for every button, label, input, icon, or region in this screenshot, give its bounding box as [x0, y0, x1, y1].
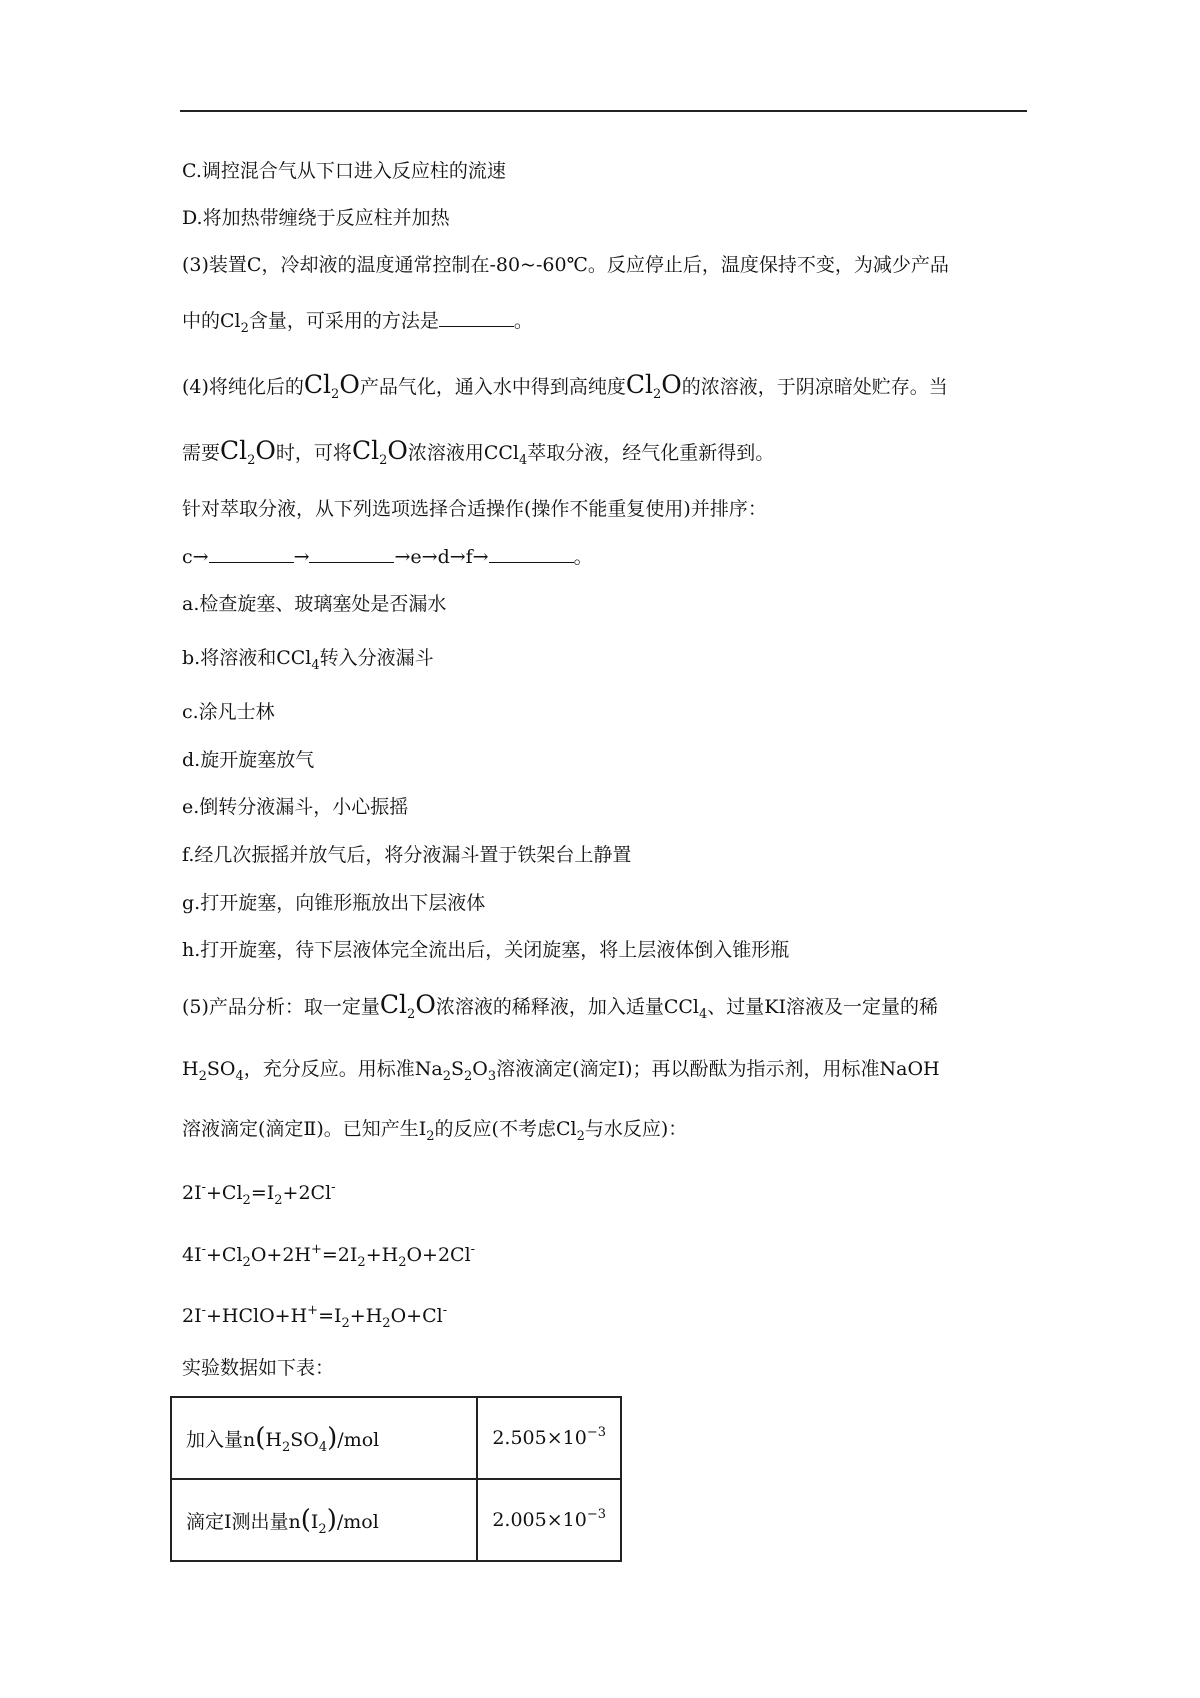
table-intro: 实验数据如下表：: [182, 1357, 335, 1379]
answer-blank[interactable]: [489, 546, 574, 563]
header-rule: [180, 110, 1027, 112]
question-5-line-3: 溶液滴定(滴定Ⅱ)。已知产生$I_2$的反应(不考虑$Cl_2$与水反应)：: [182, 1118, 688, 1144]
data-table: [170, 1396, 622, 1562]
option-c-line: C.调控混合气从下口进入反应柱的流速: [182, 160, 506, 182]
text-span: 萃取分液，经气化重新得到。: [527, 442, 775, 464]
formula-cl2o: $Cl_2O$: [220, 436, 276, 468]
subscript: 4: [519, 453, 528, 468]
text-span: 时，可将: [275, 442, 352, 464]
formula-cl2o: $Cl_2O$: [625, 370, 682, 402]
answer-blank[interactable]: [309, 546, 394, 563]
equation-1: $2I^-+Cl_2=I_2+2Cl^-$: [182, 1180, 336, 1208]
text-span: 需要: [182, 442, 221, 464]
option-h-line: h.打开旋塞，待下层液体完全流出后，关闭旋塞，将上层液体倒入锥形瓶: [182, 939, 790, 961]
option-f-line: f.经几次振摇并放气后，将分液漏斗置于铁架台上静置: [182, 844, 632, 866]
text-span: 中的Cl: [182, 310, 241, 332]
answer-blank[interactable]: [209, 546, 294, 563]
text-span: 的浓溶液，于阴凉暗处贮存。当: [681, 376, 948, 398]
table-cell-label: 滴定Ⅰ测出量$n(I_2)$/mol: [171, 1479, 477, 1561]
text-span: 。: [513, 310, 533, 332]
option-b-line: b.将溶液和CCl$_4$转入分液漏斗: [182, 647, 434, 673]
option-c-small-line: c.涂凡士林: [182, 701, 275, 723]
question-3-line-2: [182, 308, 533, 334]
question-4-line-2: [182, 438, 774, 466]
formula-cl2o: $Cl_2O$: [351, 436, 408, 468]
question-5-line-1: (5)产品分析：取一定量$Cl_2O$浓溶液的稀释液，加入适量CCl$_4$、过量KI溶液及一定量的稀: [182, 990, 938, 1022]
option-a-line: a.检查旋塞、玻璃塞处是否漏水: [182, 593, 447, 615]
formula-cl2o: $Cl_2O$: [379, 990, 436, 1022]
text-span: 产品气化，通入水中得到高纯度: [359, 376, 626, 398]
equation-2: $4I^-+Cl_2O+2H^+=2I_2+H_2O+2Cl^-$: [182, 1242, 476, 1270]
formula-cl2o: $Cl_2O$: [303, 370, 360, 402]
option-d-small-line: d.旋开旋塞放气: [182, 749, 315, 771]
question-4-instruction: 针对萃取分液，从下列选项选择合适操作(操作不能重复使用)并排序：: [182, 498, 767, 520]
question-5-line-2: $H_2SO_4$，充分反应。用标准$Na_2S_2O_3$溶液滴定(滴定Ⅰ)；再以酚酞为指示剂，用标准NaOH: [182, 1058, 940, 1084]
subscript: 2: [240, 321, 249, 336]
question-3-line-1: (3)装置C，冷却液的温度通常控制在-80~-60℃。反应停止后，温度保持不变，为减少产品: [182, 254, 949, 276]
answer-blank[interactable]: [439, 310, 514, 327]
table-cell-value: $2.005\times 10^{-3}$: [477, 1479, 621, 1561]
text-span: 浓溶液用CCl: [407, 442, 519, 464]
option-d-line: D.将加热带缠绕于反应柱并加热: [182, 207, 450, 229]
text-span: 含量，可采用的方法是: [248, 310, 439, 332]
equation-3: $2I^-+HClO+H^+=I_2+H_2O+Cl^-$: [182, 1303, 448, 1331]
question-4-line-1: [182, 372, 948, 400]
table-row: [171, 1479, 621, 1561]
option-e-line: e.倒转分液漏斗，小心振摇: [182, 796, 409, 818]
table-cell-value: $2.505\times 10^{-3}$: [477, 1397, 621, 1479]
text-span: (4)将纯化后的: [182, 376, 304, 398]
table-row: [171, 1397, 621, 1479]
sequence-line: c→ → →e→d→f→ 。: [182, 546, 593, 568]
table-cell-label: 加入量$n(H_2SO_4)$/mol: [171, 1397, 477, 1479]
option-g-line: g.打开旋塞，向锥形瓶放出下层液体: [182, 892, 486, 914]
